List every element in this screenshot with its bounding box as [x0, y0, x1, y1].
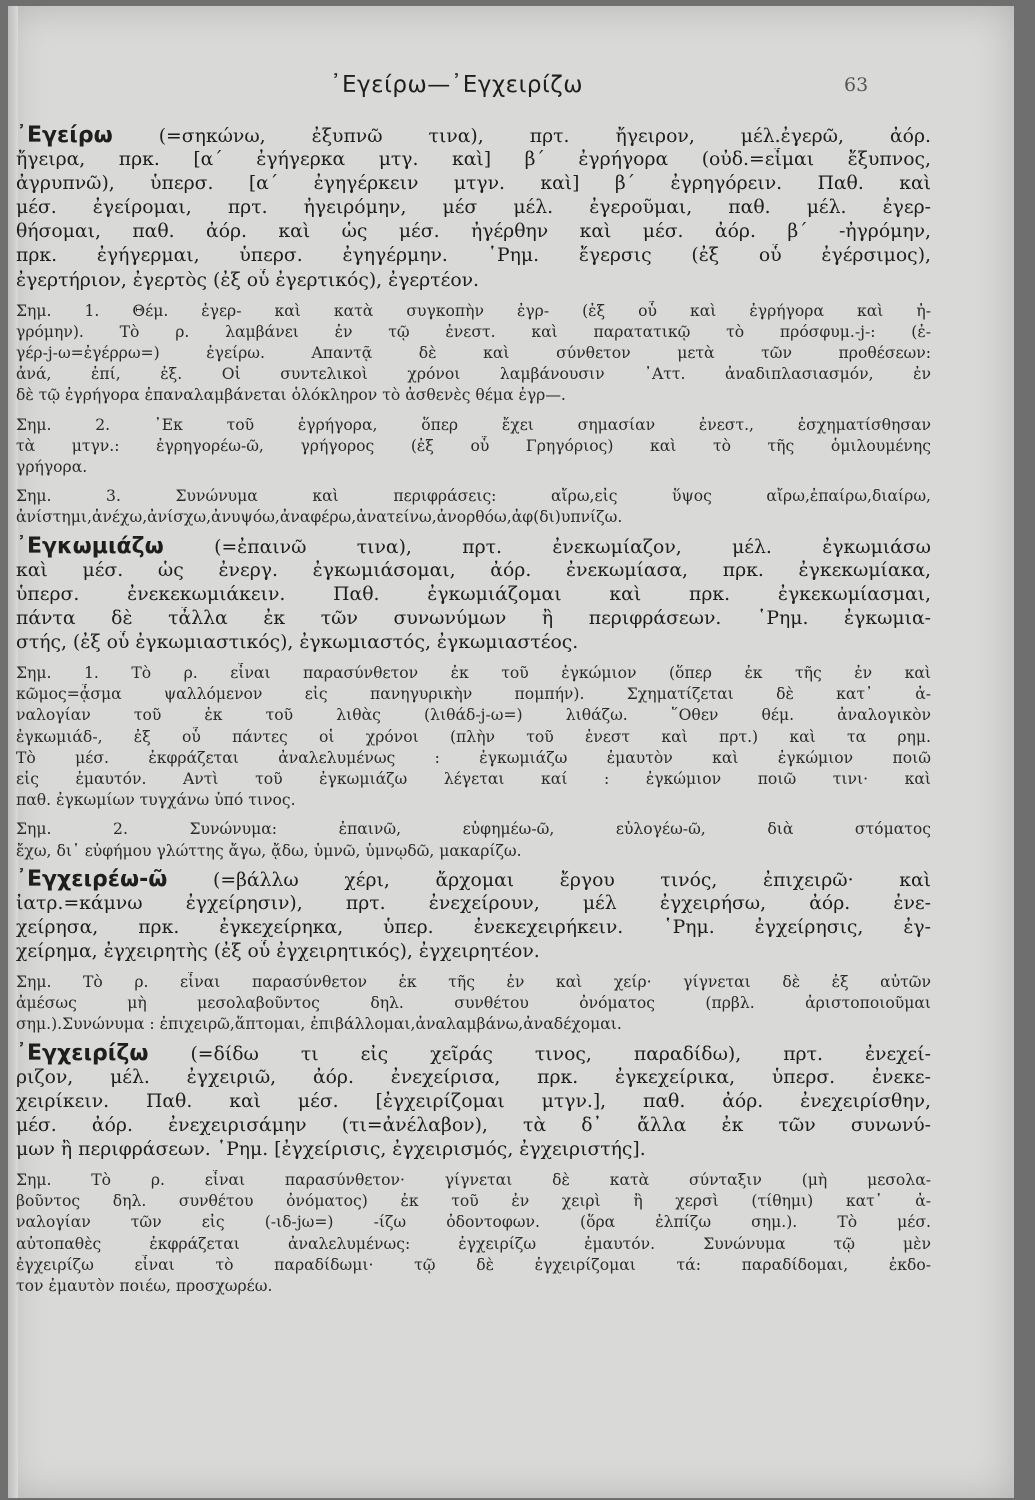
dictionary-entry: [16, 535, 931, 655]
line-text: εἰς ἐμαυτόν. Αντὶ τοῦ ἐγκωμιάζω λέγεται καί : ἐγκώμιον ποιῶ τινι· καὶ: [16, 769, 931, 788]
note-line: [16, 1255, 931, 1276]
note-line: [16, 301, 931, 322]
line-text: σημ.).Συνώνυμα : ἐπιχειρῶ,ἅπτομαι, ἐπιβάλλομαι,ἀναλαμβάνω,ἀναδέχομαι.: [16, 1015, 622, 1034]
line-text: (=ἐπαινῶ τινα), πρτ. ἐνεκωμίαζον, μέλ. ἐγκωμιάσω: [163, 536, 931, 558]
entry-line: [16, 148, 931, 172]
line-text: θήσομαι, παθ. ἀόρ. καὶ ὡς μέσ. ἠγέρθην καὶ μέσ. ἀόρ. β΄ -ἠγρόμην,: [16, 221, 931, 243]
note-line: [16, 684, 931, 705]
line-text: ὑπερσ. ἐνεκεκωμιάκειν. Παθ. ἐγκωμιάζομαι καὶ πρκ. ἐγκεκωμίασμαι,: [16, 583, 931, 605]
entry-line: [16, 631, 931, 655]
line-text: ριζον, μέλ. ἐγχειριῶ, ἀόρ. ἐνεχείρισα, πρκ. ἐγκεχείρικα, ὑπερσ. ἐνεκε-: [16, 1066, 931, 1088]
line-text: αὐτοπαθὲς ἐκφράζεται ἀναλελυμένως: ἐγχειρίζω ἐμαυτόν. Συνώνυμα τῷ μὲν: [16, 1234, 931, 1253]
note-line: [16, 486, 931, 507]
dictionary-entry: [16, 1042, 931, 1162]
entry-line: [16, 583, 931, 607]
line-text: μων ἢ περιφράσεων. ῾Ρημ. [ἐγχείρισις, ἐγχειρισμός, ἐγχειριστής].: [16, 1139, 646, 1160]
line-text: ἤγειρα, πρκ. [α΄ ἐγήγερκα μτγ. καὶ] β΄ ἐγρήγορα (οὐδ.=εἶμαι ἔξυπνος,: [16, 149, 931, 171]
line-text: Σημ. 3. Συνώνυμα καὶ περιφράσεις: αἴρω,εἰς ὕψος αἴρω,ἐπαίρω,διαίρω,: [16, 487, 931, 506]
line-text: γρήγορα.: [16, 457, 88, 476]
headword: ᾿Εγχειρέω-ῶ: [16, 867, 168, 892]
line-text: ἔχω, δι᾽ εὐφήμου γλώττης ἄγω, ᾄδω, ὑμνῶ, ὑμνῳδῶ, μακαρίζω.: [16, 841, 522, 860]
line-text: (=σηκώνω, ἐξυπνῶ τινα), πρτ. ἤγειρον, μέλ.ἐγερῶ, ἀόρ.: [112, 126, 931, 147]
note-line: [16, 1014, 931, 1035]
line-text: Σημ. 1. Θέμ. ἐγερ- καὶ κατὰ συγκοπὴν ἐγρ- (ἐξ οὗ καὶ ἐγρήγορα καὶ ἠ-: [16, 301, 931, 320]
book-page: [8, 6, 1014, 1498]
dictionary-entry: [16, 868, 931, 964]
dictionary-entry: [16, 124, 931, 293]
line-text: μέσ. ἀόρ. ἐνεχειρισάμην (τι=ἀνέλαβον), τὰ δ᾽ ἄλλα ἐκ τῶν συνωνύ-: [16, 1114, 931, 1136]
line-text: βοῦντος δηλ. συνθέτου ὀνόματος) ἐκ τοῦ ἐν χειρὶ ἢ χερσὶ (τίθημι) κατ᾽ ἀ-: [16, 1192, 931, 1211]
line-text: ναλογίαν τῶν εἰς (-ιδ-jω=) -ίζω ὀδοντοφων. (ὅρα ἐλπίζω σημ.). Τὸ μέσ.: [16, 1213, 931, 1232]
entry-note: [16, 301, 931, 407]
line-text: ἐγχειρίζω εἶναι τὸ παραδίδωμι· τῷ δὲ ἐγχειρίζομαι τά: παραδίδομαι, ἐκδο-: [16, 1255, 931, 1274]
headword: ᾿Εγχειρίζω: [16, 1041, 149, 1066]
entry-line: [16, 892, 931, 916]
note-line: [16, 1170, 931, 1191]
note-line: [16, 727, 931, 748]
line-text: ἀγρυπνῶ), ὑπερσ. [α΄ ἐγηγέρκειν μτγν. καὶ] β΄ ἐγρηγόρειν. Παθ. καὶ: [16, 173, 931, 195]
line-text: ἀνά, ἐπί, ἐξ. Οἱ συντελικοὶ χρόνοι λαμβάνουσιν ᾿Αττ. ἀναδιπλασιασμόν, ἐν: [16, 365, 931, 384]
entry-line: [16, 1066, 931, 1090]
note-line: [16, 1212, 931, 1233]
line-text: Σημ. Τὸ ρ. εἶναι παρασύνθετον ἐκ τῆς ἐν καὶ χείρ· γίγνεται δὲ ἐξ αὐτῶν: [16, 973, 931, 992]
line-text: καὶ μέσ. ὡς ἐνεργ. ἐγκωμιάσομαι, ἀόρ. ἐνεκωμίασα, πρκ. ἐγκεκωμίακα,: [16, 559, 931, 581]
entry-note: [16, 819, 931, 861]
note-line: [16, 769, 931, 790]
line-text: χείρημα, ἐγχειρητὴς (ἐξ οὗ ἐγχειρητικός), ἐγχειρητέον.: [16, 940, 540, 962]
entry-line: [16, 607, 931, 631]
entry-line: [16, 916, 931, 940]
running-head: ᾿Εγείρω—᾿Εγχειρίζω: [330, 72, 584, 98]
note-line: [16, 457, 931, 478]
note-line: [16, 748, 931, 769]
entry-line: [16, 1114, 931, 1138]
line-text: ἐγερτήριον, ἐγερτὸς (ἐξ οὗ ἐγερτικός), ἐγερτέον.: [16, 269, 480, 291]
note-line: [16, 343, 931, 364]
note-line: [16, 1191, 931, 1212]
note-line: [16, 385, 931, 406]
note-line: [16, 705, 931, 726]
note-line: [16, 364, 931, 385]
line-text: δὲ τῷ ἐγρήγορα ἐπαναλαμβάνεται ὁλόκληρον τὸ ἀσθενὲς θέμα ἐγρ—.: [16, 386, 566, 405]
line-text: κῶμος=ᾆσμα ψαλλόμενον εἰς πανηγυρικὴν πομπήν). Σχηματίζεται δὲ κατ᾽ ἀ-: [16, 685, 931, 704]
note-line: [16, 841, 931, 862]
entry-note: [16, 972, 931, 1036]
note-line: [16, 993, 931, 1014]
line-text: Τὸ μέσ. ἐκφράζεται ἀναλελυμένως : ἐγκωμιάζω ἐμαυτὸν καὶ ἐγκώμιον ποιῶ: [16, 748, 931, 767]
line-text: τον ἐμαυτὸν ποιέω, προσχωρέω.: [16, 1277, 273, 1296]
note-line: [16, 663, 931, 684]
note-line: [16, 436, 931, 457]
entry-line: [16, 1138, 931, 1162]
entry-line: [16, 220, 931, 244]
note-line: [16, 972, 931, 993]
note-line: [16, 415, 931, 436]
entry-line: [16, 559, 931, 583]
line-text: παθ. ἐγκωμίων τυγχάνω ὑπό τινος.: [16, 791, 296, 810]
note-line: [16, 507, 931, 528]
line-text: Σημ. Τὸ ρ. εἶναι παρασύνθετον· γίγνεται δὲ κατὰ σύνταξιν (μὴ μεσολα-: [16, 1171, 931, 1190]
line-text: Σημ. 2. Συνώνυμα: ἐπαινῶ, εὐφημέω-ῶ, εὐλογέω-ῶ, διὰ στόματος: [16, 820, 931, 839]
entry-line: [16, 196, 931, 220]
entry-line: [16, 1042, 931, 1066]
note-line: [16, 790, 931, 811]
line-text: χείρησα, πρκ. ἐγκεχείρηκα, ὑπερ. ἐνεκεχειρήκειν. ῾Ρημ. ἐγχείρησις, ἐγ-: [16, 916, 931, 938]
line-text: ἐγκωμιάδ-, ἐξ οὗ πάντες οἱ χρόνοι (πλὴν τοῦ ἐνεστ καὶ πρτ.) καὶ τα ρημ.: [16, 727, 931, 746]
line-text: γρόμην). Τὸ ρ. λαμβάνει ἐν τῷ ἐνεστ. καὶ παρατατικῷ τὸ πρόσφυμ.-j-: (ἐ-: [16, 322, 931, 341]
line-text: πάντα δὲ τἆλλα ἐκ τῶν συνωνύμων ἢ περιφράσεων. ῾Ρημ. ἐγκωμια-: [16, 607, 931, 629]
page-header: [8, 66, 1014, 106]
note-line: [16, 1234, 931, 1255]
entry-line: [16, 868, 931, 892]
page-number: 63: [844, 74, 869, 96]
entry-note: [16, 663, 931, 811]
line-text: (=βάλλω χέρι, ἄρχομαι ἔργου τινός, ἐπιχειρῶ· καὶ: [167, 869, 931, 891]
entry-line: [16, 244, 931, 268]
line-text: Σημ. 1. Τὸ ρ. εἶναι παρασύνθετον ἐκ τοῦ ἐγκώμιον (ὅπερ ἐκ τῆς ἐν καὶ: [16, 664, 931, 682]
line-text: (=δίδω τι εἰς χεῖράς τινος, παραδίδω), πρτ. ἐνεχεί-: [148, 1043, 931, 1065]
line-text: γέρ-j-ω=ἐγέρρω=) ἐγείρω. Απαντᾷ δὲ καὶ σύνθετον μετὰ τῶν προθέσεων:: [16, 344, 931, 363]
line-text: Σημ. 2. ᾿Εκ τοῦ ἐγρήγορα, ὅπερ ἔχει σημασίαν ἐνεστ., ἐσχηματίσθησαν: [16, 415, 931, 434]
entry-line: [16, 1090, 931, 1114]
entry-line: [16, 124, 931, 148]
note-line: [16, 322, 931, 343]
entry-line: [16, 535, 931, 559]
line-text: στής, (ἐξ οὗ ἐγκωμιαστικός), ἐγκωμιαστός, ἐγκωμιαστέος.: [16, 631, 579, 653]
line-text: μέσ. ἐγείρομαι, πρτ. ἠγειρόμην, μέσ μέλ. ἐγεροῦμαι, παθ. μέλ. ἐγερ-: [16, 197, 931, 219]
entry-note: [16, 1170, 931, 1297]
line-text: ἰατρ.=κάμνω ἐγχείρησιν), πρτ. ἐνεχείρουν, μέλ ἐγχειρήσω, ἀόρ. ἐνε-: [16, 892, 931, 914]
line-text: πρκ. ἐγήγερμαι, ὑπερσ. ἐγηγέρμην. ῾Ρημ. ἔγερσις (ἐξ οὗ ἐγέρσιμος),: [16, 245, 931, 267]
entry-line: [16, 172, 931, 196]
headword: ᾿Εγείρω: [16, 124, 113, 148]
line-text: ναλογίαν τοῦ ἐκ τοῦ λιθὰς (λιθάδ-j-ω=) λιθάζω. ῞Οθεν θέμ. ἀναλογικὸν: [16, 706, 931, 725]
line-text: τὰ μτγν.: ἐγρηγορέω-ῶ, γρήγορος (ἐξ οὗ Γρηγόριος) καὶ τὸ τῆς ὁμιλουμένης: [16, 436, 931, 455]
dictionary-text: [16, 124, 931, 1297]
entry-note: [16, 415, 931, 479]
note-line: [16, 819, 931, 840]
note-line: [16, 1276, 931, 1297]
line-text: ἀνίστημι,ἀνέχω,ἀνίσχω,ἀνυψόω,ἀναφέρω,ἀνατείνω,ἀνορθόω,ἀφ(δι)υπνίζω.: [16, 508, 623, 527]
headword: ᾿Εγκωμιάζω: [16, 534, 164, 559]
entry-line: [16, 269, 931, 293]
entry-note: [16, 486, 931, 528]
line-text: χειρίκειν. Παθ. καὶ μέσ. [ἐγχειρίζομαι μτγν.], παθ. ἀόρ. ἐνεχειρίσθην,: [16, 1090, 931, 1112]
line-text: ἀμέσως μὴ μεσολαβοῦντος δηλ. συνθέτου ὀνόματος (πρβλ. ἀριστοποιοῦμαι: [16, 994, 931, 1013]
entry-line: [16, 940, 931, 964]
